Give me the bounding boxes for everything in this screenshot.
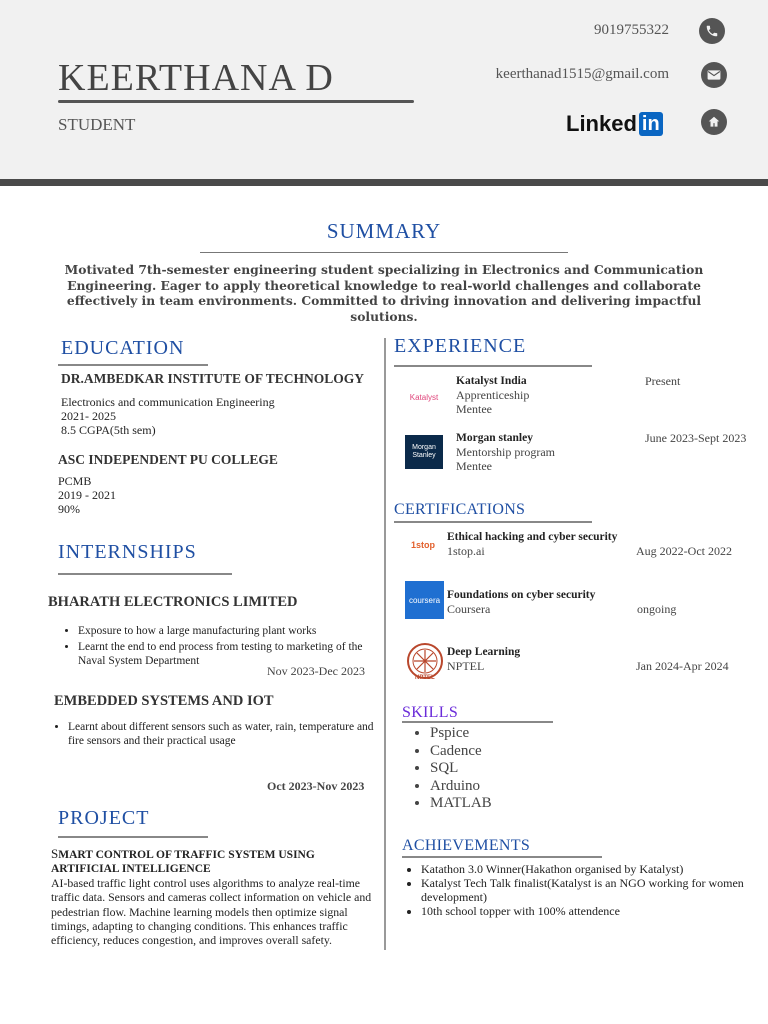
summary-text: Motivated 7th-semester engineering student specializing in Electronics and Communication Engineering. Eager to apply theoretical knowledge to real-world challenges and collaborate effectively in team environments. Committed to driving innovation and delivering impactful solutions. <box>64 262 704 324</box>
education-detail: 90% <box>58 502 80 516</box>
education-detail: PCMB <box>58 474 92 488</box>
skill-item: • Pspice <box>430 725 492 743</box>
education-detail: 8.5 CGPA(5th sem) <box>61 423 156 437</box>
certification-issuer: 1stop.ai <box>447 544 485 558</box>
candidate-name: KEERTHANA D <box>58 57 334 99</box>
skills-heading: SKILLS <box>402 704 459 721</box>
internships-heading: INTERNSHIPS <box>58 541 197 563</box>
name-underline <box>58 100 414 103</box>
project-rule <box>58 836 208 838</box>
project-heading: PROJECT <box>58 807 150 829</box>
internship-bullets <box>52 720 386 748</box>
certification-name: Foundations on cyber security <box>447 589 596 601</box>
phone-text: 9019755322 <box>594 22 669 38</box>
internships-rule <box>58 573 232 575</box>
morgan-stanley-logo-text: Morgan Stanley <box>412 444 436 459</box>
list-item: • Learnt the end to end process from testing to marketing of the Naval System Department <box>78 640 392 668</box>
skill-item: • SQL <box>430 760 492 778</box>
experience-role: Mentee <box>456 402 492 416</box>
project-title-initial: S <box>51 846 59 861</box>
achievement-item: • 10th school topper with 100% attendence <box>421 904 748 918</box>
education-rule <box>58 364 208 366</box>
candidate-role: STUDENT <box>58 115 136 134</box>
summary-rule <box>200 252 568 253</box>
skill-item: • Arduino <box>430 778 492 796</box>
education-detail: 2021- 2025 <box>61 409 116 423</box>
internship-org: EMBEDDED SYSTEMS AND IOT <box>54 693 274 709</box>
summary-heading: SUMMARY <box>326 219 442 243</box>
skill-item: • Cadence <box>430 743 492 761</box>
katalyst-logo-text: Katalyst <box>409 392 439 402</box>
achievement-item: • Katalyst Tech Talk finalist(Katalyst is an NGO working for women development) <box>421 876 748 904</box>
morgan-stanley-logo <box>405 435 443 469</box>
list-item: • Learnt about different sensors such as water, rain, temperature and fire sensors and their practical usage <box>68 720 386 748</box>
home-icon <box>701 109 727 135</box>
skills-list <box>412 725 492 813</box>
achievements-list <box>403 862 748 918</box>
project-title <box>51 847 341 876</box>
achievement-item: • Katathon 3.0 Winner(Hakathon organised by Katalyst) <box>421 862 748 876</box>
1stop-logo-text: 1stop <box>410 540 435 550</box>
coursera-logo-text: coursera <box>408 595 441 605</box>
experience-program: Mentorship program <box>456 445 555 459</box>
certification-name: Ethical hacking and cyber security <box>447 531 618 543</box>
katalyst-logo <box>405 383 443 411</box>
linkedin-wordmark: Linked <box>566 111 637 136</box>
skill-item: • MATLAB <box>430 795 492 813</box>
certification-issuer: Coursera <box>447 602 491 616</box>
education-heading: EDUCATION <box>61 337 185 359</box>
experience-rule <box>394 365 592 367</box>
1stop-logo <box>407 537 439 553</box>
certifications-rule <box>394 521 592 523</box>
certification-date: ongoing <box>637 602 677 616</box>
education-school: DR.AMBEDKAR INSTITUTE OF TECHNOLOGY <box>61 371 365 386</box>
internship-date: Oct 2023-Nov 2023 <box>267 779 365 793</box>
skills-rule <box>402 721 553 723</box>
experience-role: Mentee <box>456 459 492 473</box>
education-detail: Electronics and communication Engineering <box>61 395 275 409</box>
experience-program: Apprenticeship <box>456 388 530 402</box>
coursera-logo <box>405 581 444 619</box>
experience-date: June 2023-Sept 2023 <box>645 431 747 445</box>
experience-date: Present <box>645 374 681 388</box>
education-school: ASC INDEPENDENT PU COLLEGE <box>58 452 278 467</box>
certification-date: Aug 2022-Oct 2022 <box>636 544 732 558</box>
internship-org: BHARATH ELECTRONICS LIMITED <box>48 594 298 610</box>
internship-date: Nov 2023-Dec 2023 <box>267 664 365 678</box>
project-description: AI-based traffic light control uses algorithms to analyze real-time traffic data. Sensors and cameras collect information on vehicle and pedestrian flow. Machine learning models then optimize signal timings, adapting to changing conditions. This enhances traffic efficiency, reduces congestion, and improves overall safety. <box>51 876 372 948</box>
linkedin-logo[interactable] <box>566 111 663 137</box>
project-title-rest: MART CONTROL OF TRAFFIC SYSTEM USING ARTIFICIAL INTELLIGENCE <box>51 849 315 875</box>
certification-issuer: NPTEL <box>447 659 485 673</box>
linkedin-in-badge: in <box>639 112 663 136</box>
certifications-heading: CERTIFICATIONS <box>394 501 526 518</box>
email-link[interactable]: keerthanad1515@gmail.com <box>495 66 669 82</box>
internship-bullets <box>62 624 392 668</box>
phone-icon <box>699 18 725 44</box>
certification-name: Deep Learning <box>447 646 521 658</box>
nptel-logo-text: NPTEL <box>415 675 435 681</box>
list-item: • Exposure to how a large manufacturing plant works <box>78 624 392 638</box>
experience-heading: EXPERIENCE <box>394 335 527 357</box>
nptel-logo <box>406 642 444 684</box>
education-detail: 2019 - 2021 <box>58 488 116 502</box>
certification-date: Jan 2024-Apr 2024 <box>636 659 729 673</box>
experience-org: Katalyst India <box>456 375 527 387</box>
header-divider <box>0 179 768 186</box>
achievements-rule <box>402 856 602 858</box>
mail-icon <box>701 62 727 88</box>
achievements-heading: ACHIEVEMENTS <box>402 837 531 854</box>
experience-org: Morgan stanley <box>456 432 533 444</box>
